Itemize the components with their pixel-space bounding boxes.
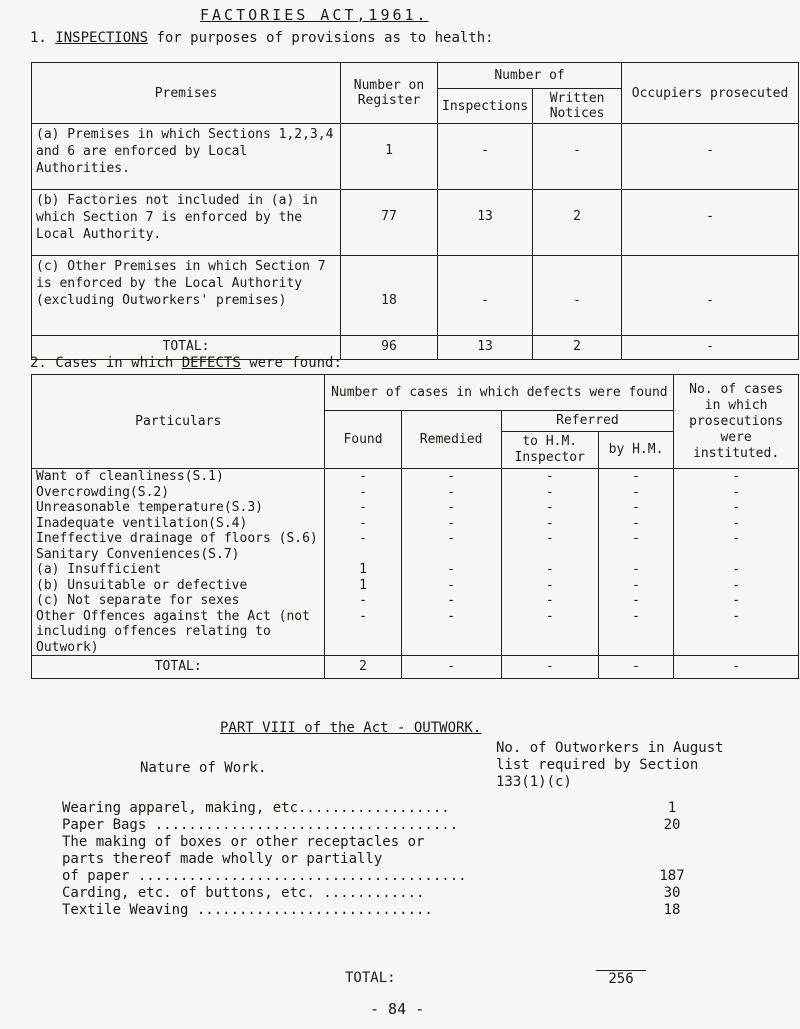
cell: - (622, 190, 799, 256)
total-row (32, 656, 799, 679)
cell: 18 (341, 256, 438, 336)
cell: 13 (438, 336, 533, 360)
row-label: Unreasonable temperature(S.3) (32, 500, 325, 516)
cell (325, 547, 401, 563)
section-1-title: INSPECTIONS (55, 30, 149, 46)
cell: 96 (341, 336, 438, 360)
cell: - (501, 578, 598, 594)
inspections-table (31, 62, 799, 360)
table-row (32, 578, 799, 594)
to-hm-header: to H.M. Inspector (501, 432, 598, 469)
worker-count: 1 (667, 800, 677, 816)
cell: - (501, 500, 598, 516)
table-row (32, 593, 799, 609)
list-item (62, 885, 702, 902)
list-item (62, 902, 702, 919)
cell: - (401, 562, 501, 578)
row-label: Overcrowding(S.2) (32, 485, 325, 501)
cell: - (438, 256, 533, 336)
work-nature: Carding, etc. of buttons, etc. ............ (62, 885, 425, 901)
cell: - (674, 609, 799, 656)
found-header: Found (325, 411, 401, 469)
cell: - (501, 469, 598, 485)
cell: 13 (438, 190, 533, 256)
work-nature: Textile Weaving ............................ (62, 902, 433, 918)
row-label: Sanitary Conveniences(S.7) (32, 547, 325, 563)
table-row (32, 124, 799, 190)
cell: - (325, 593, 401, 609)
cell: - (622, 336, 799, 360)
page-number: - 84 - (370, 1000, 425, 1018)
cell: - (325, 531, 401, 547)
referred-header: Referred (501, 411, 674, 432)
section-2-number: 2. (30, 355, 47, 371)
outworkers-count-header: No. of Outworkers in August list required by Section 133(1)(c) (496, 740, 724, 790)
list-item (62, 817, 702, 834)
cell: 2 (533, 190, 622, 256)
cell: - (598, 656, 673, 679)
work-nature: Wearing apparel, making, etc.................. (62, 800, 450, 816)
row-label: (c) Other Premises in which Section 7 is enforced by the Local Authority (excluding Outworkers' premises) (32, 256, 341, 336)
row-label: (a) Premises in which Sections 1,2,3,4 and 6 are enforced by Local Authorities. (32, 124, 341, 190)
cell: - (598, 469, 673, 485)
cell: - (401, 609, 501, 656)
cell (674, 547, 799, 563)
table-row (32, 547, 799, 563)
outwork-total-label: TOTAL: (345, 970, 396, 986)
cell (401, 547, 501, 563)
total-label: TOTAL: (32, 336, 341, 360)
cell: - (674, 593, 799, 609)
cell: - (674, 500, 799, 516)
cell: - (401, 485, 501, 501)
row-label: Inadequate ventilation(S.4) (32, 516, 325, 532)
cell: - (598, 593, 673, 609)
particulars-header: Particulars (32, 375, 325, 469)
cell: - (674, 516, 799, 532)
cell (501, 547, 598, 563)
number-of-header: Number of (438, 63, 622, 89)
cell: - (533, 256, 622, 336)
cell: - (598, 578, 673, 594)
section-1-rest: for purposes of provisions as to health: (156, 30, 494, 46)
cell: - (325, 609, 401, 656)
cell: - (501, 562, 598, 578)
cell: 1 (325, 562, 401, 578)
cell: - (501, 485, 598, 501)
cell: - (501, 516, 598, 532)
cell: - (674, 531, 799, 547)
cell: - (598, 485, 673, 501)
row-label: TOTAL: (32, 656, 325, 679)
table-row (32, 609, 799, 656)
table-row (32, 531, 799, 547)
part-8-heading: PART VIII of the Act - OUTWORK. (220, 720, 482, 736)
remedied-header: Remedied (401, 411, 501, 469)
cell: - (501, 609, 598, 656)
cell: - (674, 578, 799, 594)
cell: - (325, 500, 401, 516)
section-2-heading (30, 355, 342, 371)
table-row (32, 516, 799, 532)
work-nature: of paper ....................................... (62, 868, 467, 884)
work-nature: Paper Bags .................................... (62, 817, 459, 833)
cell: - (674, 469, 799, 485)
cell: - (401, 656, 501, 679)
cell: - (674, 656, 799, 679)
section-1-heading (30, 30, 494, 46)
cell: - (598, 531, 673, 547)
cell: - (325, 469, 401, 485)
defects-table (31, 374, 799, 679)
cell: - (598, 516, 673, 532)
cell: - (401, 593, 501, 609)
work-nature: The making of boxes or other receptacles or (62, 834, 425, 850)
list-item (62, 834, 702, 851)
outwork-list (62, 800, 702, 919)
cell (598, 547, 673, 563)
worker-count: 18 (663, 902, 681, 918)
worker-count (642, 851, 702, 868)
list-item (62, 851, 702, 868)
row-label: (b) Factories not included in (a) in which Section 7 is enforced by the Local Authority. (32, 190, 341, 256)
register-header: Number on Register (341, 63, 438, 124)
cell: - (501, 593, 598, 609)
notices-header: Written Notices (533, 89, 622, 124)
cell: 77 (341, 190, 438, 256)
worker-count: 187 (659, 868, 685, 884)
row-label: Ineffective drainage of floors (S.6) (32, 531, 325, 547)
cell: - (325, 485, 401, 501)
cell: - (401, 578, 501, 594)
cell: 1 (325, 578, 401, 594)
row-label: (b) Unsuitable or defective (32, 578, 325, 594)
worker-count: 20 (663, 817, 681, 833)
by-hm-header: by H.M. (598, 432, 673, 469)
table-row (32, 485, 799, 501)
nature-of-work-header: Nature of Work. (140, 760, 267, 776)
cell: - (438, 124, 533, 190)
table-row (32, 500, 799, 516)
prosecutions-header: No. of cases in which prosecutions were instituted. (674, 375, 799, 469)
list-item (62, 800, 702, 817)
cell: - (598, 609, 673, 656)
page-title: FACTORIES ACT,1961. (200, 6, 429, 24)
worker-count: 30 (663, 885, 681, 901)
cell: - (401, 531, 501, 547)
outwork-total-value: 256 (596, 970, 646, 987)
cell: - (401, 500, 501, 516)
table-row (32, 256, 799, 336)
prosecuted-header: Occupiers prosecuted (622, 63, 799, 124)
section-1-number: 1. (30, 30, 47, 46)
premises-header: Premises (32, 63, 341, 124)
cell: - (401, 469, 501, 485)
row-label: Want of cleanliness(S.1) (32, 469, 325, 485)
cell: 1 (341, 124, 438, 190)
section-2-title: DEFECTS (181, 355, 241, 371)
cell: 2 (325, 656, 401, 679)
work-nature: parts thereof made wholly or partially (62, 851, 383, 867)
cell: 2 (533, 336, 622, 360)
cell: - (401, 516, 501, 532)
list-item (62, 868, 702, 885)
worker-count (642, 834, 702, 851)
cell: - (501, 656, 598, 679)
section-2-pre: Cases in which (55, 355, 174, 371)
cell: - (533, 124, 622, 190)
cell: - (622, 124, 799, 190)
row-label: (c) Not separate for sexes (32, 593, 325, 609)
row-label: Other Offences against the Act (not including offences relating to Outwork) (32, 609, 325, 656)
cell: - (325, 516, 401, 532)
table-row (32, 190, 799, 256)
cell: - (674, 562, 799, 578)
section-2-post: were found: (249, 355, 342, 371)
table-row (32, 469, 799, 485)
cell: - (598, 562, 673, 578)
cell: - (622, 256, 799, 336)
row-label: (a) Insufficient (32, 562, 325, 578)
inspections-header: Inspections (438, 89, 533, 124)
number-of-cases-header: Number of cases in which defects were found (325, 375, 674, 411)
table-row (32, 562, 799, 578)
cell: - (501, 531, 598, 547)
cell: - (598, 500, 673, 516)
cell: - (674, 485, 799, 501)
